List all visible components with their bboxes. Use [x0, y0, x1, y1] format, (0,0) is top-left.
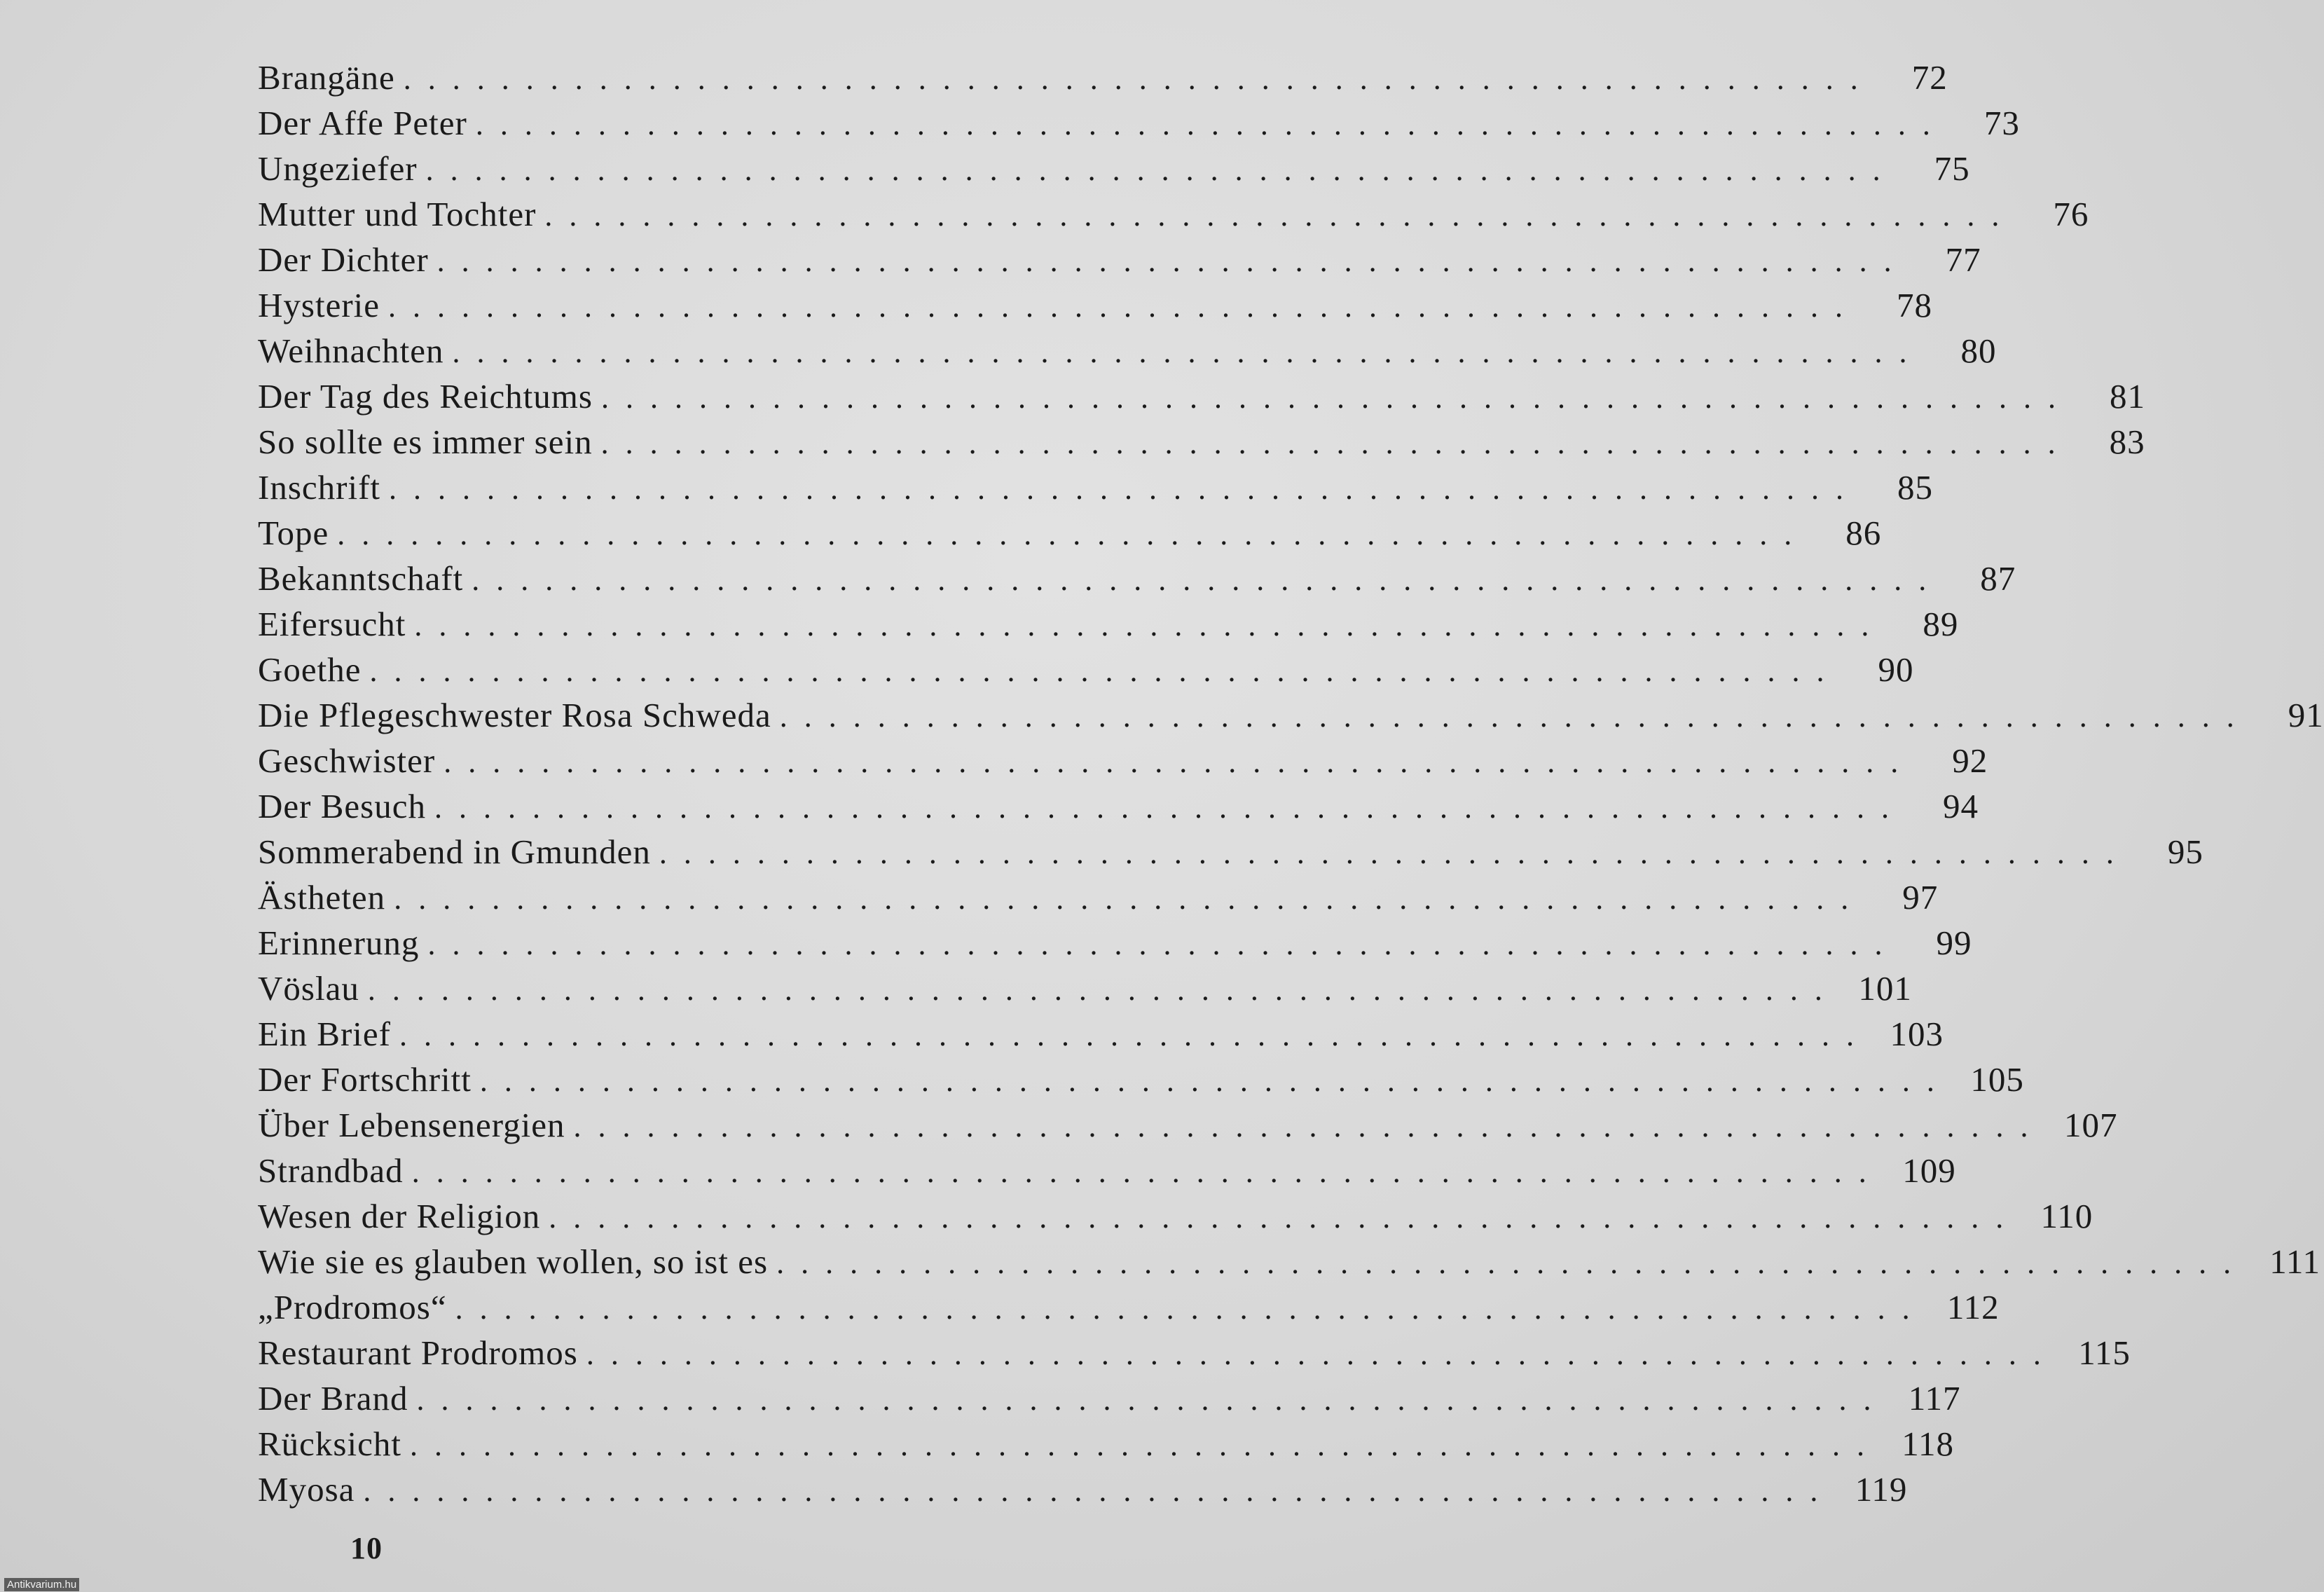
toc-entry: [258, 191, 2089, 237]
dot-leader: ............................................................: [659, 836, 2131, 870]
toc-entry: [258, 874, 1939, 920]
toc-entry-title: Weihnachten: [258, 331, 444, 370]
dot-leader: ............................................................: [414, 608, 1886, 643]
toc-entry: [258, 1193, 2093, 1239]
toc-entry-page: 81: [2109, 377, 2145, 416]
toc-entry: [258, 419, 2145, 465]
toc-entry-page: 101: [1858, 969, 1912, 1008]
watermark: Antikvarium.hu: [4, 1578, 79, 1591]
toc-entry: [258, 738, 1988, 783]
dot-leader: ............................................................: [436, 244, 1909, 278]
toc-entry: [258, 510, 1882, 556]
dot-leader: ............................................................: [455, 1291, 1927, 1326]
toc-entry-page: 117: [1908, 1379, 1961, 1418]
dot-leader: ............................................................: [425, 153, 1897, 187]
toc-entry-title: Der Besuch: [258, 787, 426, 825]
table-of-contents: [258, 55, 2324, 1512]
toc-entry-page: 105: [1970, 1060, 2024, 1099]
dot-leader: ............................................................: [337, 517, 1809, 551]
toc-entry: [258, 373, 2145, 419]
toc-entry-title: Über Lebensenergien: [258, 1106, 565, 1144]
page-number: 10: [350, 1531, 383, 1565]
dot-leader: ............................................................: [388, 289, 1859, 324]
dot-leader: ............................................................: [409, 1428, 1881, 1462]
toc-entry: [258, 1239, 2321, 1284]
toc-entry-title: Die Pflegeschwester Rosa Schweda: [258, 696, 771, 734]
dot-leader: ............................................................: [779, 699, 2251, 734]
toc-entry-title: „Prodromos“: [258, 1288, 447, 1326]
toc-entry: [258, 1148, 1956, 1193]
toc-entry-title: Goethe: [258, 650, 362, 689]
toc-entry: [258, 146, 1970, 191]
toc-entry-title: Eifersucht: [258, 605, 406, 643]
toc-entry-page: 80: [1960, 331, 1997, 370]
toc-entry-page: 118: [1902, 1425, 1954, 1463]
toc-entry: [258, 556, 2016, 601]
toc-entry-title: Der Fortschritt: [258, 1060, 472, 1099]
toc-entry-title: Ästheten: [258, 878, 386, 917]
dot-leader: ............................................................: [427, 927, 1899, 961]
dot-leader: ............................................................: [573, 1109, 2045, 1144]
toc-entry-title: Brangäne: [258, 58, 395, 97]
toc-entry: [258, 692, 2324, 738]
toc-entry-title: Sommerabend in Gmunden: [258, 832, 651, 871]
toc-entry-title: Wesen der Religion: [258, 1197, 541, 1235]
toc-entry-page: 119: [1855, 1470, 1908, 1509]
toc-entry: [258, 237, 1981, 282]
toc-entry-page: 83: [2109, 423, 2145, 461]
toc-entry-title: Wie sie es glauben wollen, so ist es: [258, 1242, 769, 1281]
toc-entry-page: 109: [1902, 1151, 1956, 1190]
toc-entry: [258, 1011, 1944, 1057]
toc-entry-page: 73: [1983, 104, 2020, 142]
dot-leader: ............................................................: [544, 198, 2016, 233]
toc-entry-page: 86: [1845, 514, 1882, 552]
toc-entry: [258, 1421, 1954, 1467]
toc-entry: [258, 465, 1933, 510]
toc-entry-page: 78: [1897, 286, 1932, 324]
toc-entry-title: Rücksicht: [258, 1425, 401, 1463]
toc-entry: [258, 1057, 2024, 1102]
dot-leader: ............................................................: [367, 973, 1839, 1007]
toc-entry-title: Der Tag des Reichtums: [258, 377, 593, 416]
dot-leader: ............................................................: [394, 881, 1866, 916]
dot-leader: ............................................................: [776, 1246, 2248, 1280]
toc-entry-title: Der Brand: [258, 1379, 408, 1418]
dot-leader: ............................................................: [389, 472, 1860, 506]
toc-entry-title: So sollte es immer sein: [258, 423, 593, 461]
dot-leader: ............................................................: [475, 107, 1947, 142]
toc-entry-title: Ein Brief: [258, 1015, 391, 1053]
dot-leader: ............................................................: [479, 1064, 1951, 1098]
dot-leader: ............................................................: [369, 654, 1841, 688]
dot-leader: ............................................................: [363, 1474, 1835, 1508]
dot-leader: ............................................................: [399, 1018, 1871, 1052]
toc-entry: [258, 783, 1979, 829]
toc-entry-title: Mutter und Tochter: [258, 195, 537, 233]
dot-leader: ............................................................: [411, 1155, 1883, 1189]
toc-entry-page: 95: [2167, 832, 2203, 871]
toc-entry-page: 90: [1878, 650, 1914, 689]
dot-leader: ............................................................: [586, 1337, 2058, 1371]
toc-entry-title: Bekanntschaft: [258, 559, 464, 598]
toc-entry: [258, 55, 1948, 100]
toc-entry-page: 76: [2053, 195, 2089, 233]
toc-entry-title: Myosa: [258, 1470, 355, 1509]
toc-entry-title: Geschwister: [258, 741, 436, 780]
toc-entry-page: 75: [1934, 149, 1970, 188]
toc-entry: [258, 1467, 1908, 1512]
dot-leader: ............................................................: [452, 335, 1924, 369]
dot-leader: ............................................................: [403, 62, 1875, 96]
toc-entry: [258, 282, 1932, 328]
toc-entry: [258, 1375, 1961, 1421]
dot-leader: ............................................................: [600, 426, 2072, 460]
toc-entry-page: 115: [2078, 1333, 2131, 1372]
toc-entry: [258, 1284, 2000, 1330]
toc-entry-page: 94: [1942, 787, 1979, 825]
dot-leader: ............................................................: [434, 790, 1906, 825]
toc-entry-page: 111: [2269, 1242, 2321, 1281]
toc-entry-title: Der Dichter: [258, 240, 429, 279]
toc-entry-page: 103: [1890, 1015, 1944, 1053]
toc-entry-page: 107: [2064, 1106, 2118, 1144]
dot-leader: ............................................................: [600, 380, 2072, 415]
dot-leader: ............................................................: [416, 1382, 1888, 1417]
toc-entry-page: 92: [1952, 741, 1988, 780]
toc-entry-page: 110: [2040, 1197, 2093, 1235]
toc-entry-page: 77: [1945, 240, 1981, 279]
toc-entry-title: Inschrift: [258, 468, 380, 507]
toc-entry: [258, 601, 1959, 647]
toc-entry: [258, 328, 1997, 373]
toc-entry-title: Der Affe Peter: [258, 104, 467, 142]
toc-entry-page: 97: [1902, 878, 1939, 917]
toc-entry-title: Ungeziefer: [258, 149, 418, 188]
toc-entry-page: 89: [1923, 605, 1959, 643]
toc-entry-title: Strandbad: [258, 1151, 404, 1190]
toc-entry-page: 87: [1980, 559, 2016, 598]
toc-entry-page: 91: [2288, 696, 2324, 734]
toc-entry: [258, 920, 1972, 966]
toc-entry: [258, 966, 1912, 1011]
toc-entry: [258, 647, 1914, 692]
toc-entry-title: Restaurant Prodromos: [258, 1333, 578, 1372]
toc-entry-title: Vöslau: [258, 969, 359, 1008]
toc-entry-page: 72: [1911, 58, 1948, 97]
dot-leader: ............................................................: [472, 563, 1944, 597]
toc-entry-title: Hysterie: [258, 286, 380, 324]
toc-entry: [258, 1330, 2131, 1375]
toc-entry-page: 99: [1936, 924, 1972, 962]
toc-entry-page: 85: [1897, 468, 1933, 507]
toc-entry: [258, 100, 2020, 146]
toc-entry-title: Erinnerung: [258, 924, 420, 962]
toc-entry-title: Tope: [258, 514, 329, 552]
dot-leader: ............................................................: [444, 745, 1916, 779]
toc-entry: [258, 1102, 2118, 1148]
toc-entry: [258, 829, 2203, 874]
toc-entry-page: 112: [1946, 1288, 2000, 1326]
dot-leader: ............................................................: [549, 1200, 2021, 1235]
